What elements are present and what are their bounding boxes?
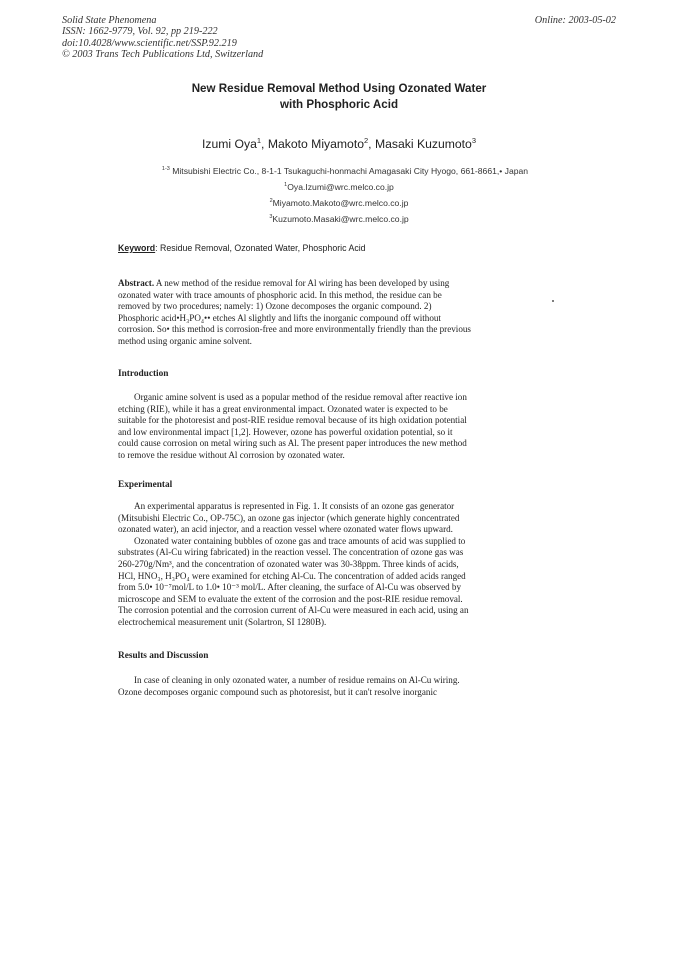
keywords-text: : Residue Removal, Ozonated Water, Phosphoric Acid: [155, 243, 366, 253]
experimental-line: microscope and SEM to evaluate the extent of the corrosion and the post-RIE residue removal.: [118, 593, 463, 604]
issn-line: ISSN: 1662-9779, Vol. 92, pp 219-222: [62, 26, 218, 38]
email-address[interactable]: Miyamoto.Makoto@wrc.melco.co.jp: [272, 197, 409, 208]
title-line-1: New Residue Removal Method Using Ozonated Water: [191, 82, 487, 95]
introduction-line: and low environmental impact [1,2]. However, ozone has powerful oxidation potential, so it: [118, 426, 453, 437]
email-mark: 2: [269, 197, 273, 204]
introduction-line: Organic amine solvent is used as a popular method of the residue removal after reactive ion: [134, 392, 467, 402]
experimental-line: substrates (Al-Cu wiring fabricated) in the reaction vessel. The concentration of ozone gas was: [118, 547, 464, 558]
paper-title: [0, 81, 678, 112]
email-mark: 1: [284, 181, 288, 188]
introduction-line: etching (RIE), while it has a great environmental impact. Ozonated water is expected to be: [118, 403, 448, 414]
section-heading-experimental: Experimental: [118, 480, 173, 490]
author-mark: 2: [364, 136, 369, 145]
abstract-line: corrosion. So• this method is corrosion-free and more environmentally friendly than the previous: [118, 324, 471, 335]
experimental-line: An experimental apparatus is represented in Fig. 1. It consists of an ozone gas generator: [134, 501, 455, 511]
abstract-paragraph: [118, 278, 540, 348]
journal-name: Solid State Phenomena: [62, 15, 157, 26]
experimental-line: (Mitsubishi Electric Co., OP-75C), an ozone gas injector (which generate highly concentrated: [118, 512, 460, 523]
email-line: [0, 210, 678, 226]
section-heading-results: Results and Discussion: [118, 651, 209, 661]
affiliation-text: Mitsubishi Electric Co., 8-1-1 Tsukaguchi-honmachi Amagasaki City Hyogo, 661-8661,• Japan: [172, 165, 529, 176]
author-name: Makoto Miyamoto: [267, 137, 364, 152]
doi-line: doi:10.4028/www.scientific.net/SSP.92.219: [62, 37, 237, 49]
results-line: Ozone decomposes organic compound such as photoresist, but it can't resolve inorganic: [118, 686, 438, 697]
email-address[interactable]: Kuzumoto.Masaki@wrc.melco.co.jp: [272, 213, 409, 224]
introduction-line: to remove the residue without Al corrosion by ozonated water.: [118, 449, 345, 460]
experimental-line: from 5.0• 10⁻⁷mol/L to 1.0• 10⁻³ mol/L. After cleaning, the surface of Al-Cu was observed by: [118, 582, 462, 593]
abstract-label: Abstract.: [118, 278, 155, 288]
author-name: Masaki Kuzumoto: [374, 137, 472, 152]
scan-speck: [552, 300, 554, 302]
email-mark: 3: [269, 213, 273, 220]
title-line-2: with Phosphoric Acid: [279, 97, 399, 111]
experimental-line: Ozonated water containing bubbles of ozone gas and trace amounts of acid was supplied to: [134, 535, 466, 546]
affiliation-block: [0, 162, 678, 225]
introduction-line: suitable for the photoresist and post-RIE residue removal because of its high oxidation potential: [118, 415, 467, 426]
author-mark: 1: [256, 136, 262, 145]
section-heading-introduction: Introduction: [118, 369, 169, 379]
abstract-line: [118, 278, 540, 290]
author-list: Izumi Oya$^1$, Makoto Miyamoto$^2$, Masaki Kuzumoto$^3$: [202, 136, 476, 152]
experimental-line: HCl, HNO₃, H₃PO₄ were examined for etching Al-Cu. The concentration of added acids ranged: [118, 570, 466, 581]
email-line: [0, 194, 678, 210]
abstract-line: method using organic amine solvent.: [118, 335, 252, 346]
experimental-line: ozonated water), an acid injector, and a reaction vessel where ozonated water flows upward.: [118, 524, 453, 535]
keywords-line: [118, 243, 366, 253]
affiliation-line: [6, 162, 678, 178]
abstract-line: Phosphoric acid•H₃PO₄•• etches Al slightly and lifts the inorganic compound off without: [118, 312, 441, 323]
results-line: In case of cleaning in only ozonated water, a number of residue remains on Al-Cu wiring.: [134, 675, 460, 685]
affiliation-mark: 1-3: [161, 166, 170, 172]
introduction-line: could cause corrosion on metal wiring such as Al. The present paper introduces the new method: [118, 438, 467, 449]
experimental-line: 260-270g/Nm³, and the concentration of ozonated water was 30-38ppm. Three kinds of acids,: [118, 558, 459, 569]
publication-info: [62, 15, 263, 61]
abstract-line: ozonated water with trace amounts of phosphoric acid. In this method, the residue can be: [118, 289, 442, 300]
email-line: [0, 178, 678, 194]
abstract-line-text: A new method of the residue removal for Al wiring has been developed by using: [154, 278, 450, 288]
author-name: Izumi Oya: [202, 137, 257, 152]
email-address[interactable]: Oya.Izumi@wrc.melco.co.jp: [287, 181, 394, 192]
introduction-paragraph: [118, 392, 540, 462]
experimental-paragraph: [118, 501, 540, 629]
experimental-line: electrochemical measurement unit (Solartron, SI 1280B).: [118, 616, 327, 627]
keywords-label: Keyword: [118, 243, 156, 253]
online-date: Online: 2003-05-02: [534, 15, 616, 26]
copyright-line: © 2003 Trans Tech Publications Ltd, Switzerland: [62, 49, 264, 61]
experimental-line: The corrosion potential and the corrosion current of Al-Cu were measured in each acid, using an: [118, 605, 469, 616]
abstract-line: removed by two procedures; namely: 1) Ozone decomposes the organic compound. 2): [118, 301, 432, 312]
results-paragraph: [118, 675, 540, 698]
author-mark: 3: [471, 136, 476, 145]
